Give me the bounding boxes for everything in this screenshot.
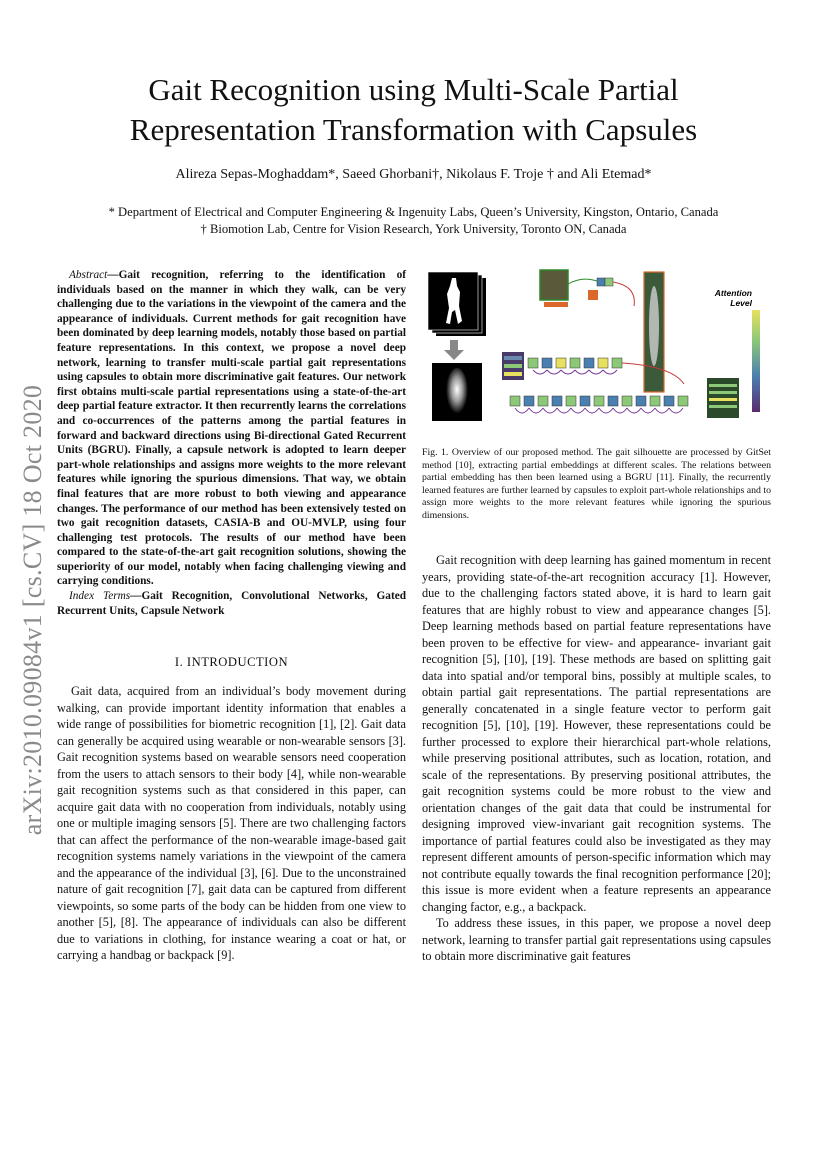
abstract-text: —Gait recognition, referring to the identification of individuals based on the manner in which they walk, can be very challenging due to the variations in the viewpoint of the camera and the appearance of individuals. Current methods for gait recognition have been dominated by deep learning models, notably those based on partial feature representations. In this context, we propose a novel deep network, learning to transfer multi-scale partial gait representations using capsules to obtain more discriminative gait features. Our network first obtains multi-scale partial representations using a state-of-the-art deep partial feature extractor. It then recurrently learns the correlations and co-occurrences of the patterns among the partial features in forward and backward directions using Bi-directional Gated Recurrent Units (BGRU). Finally, a capsule network is adopted to learn deeper part-whole relationships and assigns more weights to the more relevant features while ignoring the spurious dimensions. That way, we obtain final features that are more robust to both viewing and appearance changes. The performance of our method has been extensively tested on two gait recognition datasets, CASIA-B and OU-MVLP, using four challenging test protocols. The results of our method have been compared to the state-of-the-art gait recognition solutions, showing the superiority of our model, notably when facing challenging viewing and carrying conditions. — [57, 269, 406, 588]
intro-right-column — [422, 552, 771, 965]
title-line-1: Gait Recognition using Multi-Scale Partial — [148, 72, 679, 107]
partial-feature-image — [540, 270, 568, 300]
affiliation-1: * Department of Electrical and Computer Engineering & Ingenuity Labs, Queen’s University, Kingston, Ontario, Canada — [108, 205, 719, 219]
abstract-lead: Abstract — [69, 269, 108, 281]
intro-paragraph-1: Gait data, acquired from an individual’s body movement during walking, can provide important identity information that enables a wide range of possibilities for biometric recognition [1], [2]. Gait data can generally be acquired using wearable or non-wearable sensors [3]. Gait recognition systems based on wearable sensors need cooperation from the users to attach sensors to their body [4], while non-wearable gait recognition systems such as that considered in this paper, can acquire gait data with no cooperation from individuals, notably using one or multiple imaging sensors [5]. There are two challenging factors that can affect the performance of the non-wearable image-based gait recognition systems namely variations in the viewpoint of the camera and the appearance of the individual [3], [6]. Due to the unconstrained nature of gait recognition [7], gait data can be captured from different viewpoints, so some parts of the body can be hidden from one view to another [5], [8]. The appearance of individuals can also be different due to variations in clothing, for instance wearing a coat or hat, or carrying a handbag or backpack [9]. — [57, 684, 406, 962]
level-label: Level — [730, 298, 752, 308]
affiliations — [60, 204, 767, 238]
bgru-cells-bottom — [510, 396, 688, 413]
author-list: Alireza Sepas-Moghaddam*, Saeed Ghorbani†, Nikolaus F. Troje † and Ali Etemad* — [175, 167, 652, 182]
index-terms-lead: Index Terms — [69, 590, 131, 603]
title-line-2: Representation Transformation with Capsules — [129, 112, 698, 147]
index-terms-text: —Gait Recognition, Convolutional Networks, Gated Recurrent Units, Capsule Network — [57, 590, 407, 617]
arxiv-identifier: arXiv:2010.09084v1 [cs.CV] 18 Oct 2020 — [18, 384, 47, 836]
figure-1-caption: Fig. 1. Overview of our proposed method. The gait silhouette are processed by GitSet method [10], extracting partial embeddings at different scales. The relations between partial embedding has then been learned using a BGRU [11]. Finally, the recurrently learned features are further learned by capsules to exploit part-whole relationships and to assign more weights to the more relevant features while ignoring the spurious dimensions. — [422, 447, 771, 521]
attention-label: Attention — [714, 288, 752, 298]
bgru-cells-top — [528, 358, 622, 374]
silhouette-stack — [428, 272, 486, 336]
arxiv-stamp — [8, 360, 58, 860]
paper-title — [60, 70, 767, 150]
intro-paragraph-2: Gait recognition with deep learning has gained momentum in recent years, providing state-of-the-art recognition accuracy [1]. However, due to the challenging factors stated above, it is hard to learn gait features that are highly robust to view and appearance changes [5]. Deep learning methods based on partial feature representations have been proven to be effective for view- and appearance- invariant gait recognition [5], [10], [19]. These methods are based on splitting gait data into spatial and/or temporal bins, possibly at multiple scales, to obtain partial gait representations. The partial representations are generally concatenated in a single feature vector to perform gait recognition [5], [10], [19]. However, these representations could be further processed to explore their hierarchical part-whole relations, while preserving positional attributes, such as location, rotation, and scale of the representations. By preserving positional attributes, the gait recognition systems could be more robust to the view and orientation changes of the gait data that could be instrumental for designing improved view-invariant gait recognition systems. The importance of partial features could also be investigated as they may represent different amounts of person-specific information which may not contribute equally towards the final recognition performance [20]; this issue is more evident when a feature represents an appearance changing factor, e.g., a backpack. — [422, 553, 771, 914]
abstract — [57, 268, 406, 618]
figure-1-diagram — [422, 266, 772, 438]
section-heading-introduction: I. INTRODUCTION — [174, 655, 289, 669]
affiliation-2: † Biomotion Lab, Centre for Vision Research, York University, Toronto ON, Canada — [200, 222, 627, 236]
attention-level-bar — [752, 310, 760, 412]
intro-paragraph-3: To address these issues, in this paper, we propose a novel deep network, learning to transfer partial gait representations using capsules to obtain more discriminative gait features — [422, 916, 771, 963]
intro-left-column — [57, 683, 406, 964]
down-arrow-icon — [444, 340, 464, 360]
